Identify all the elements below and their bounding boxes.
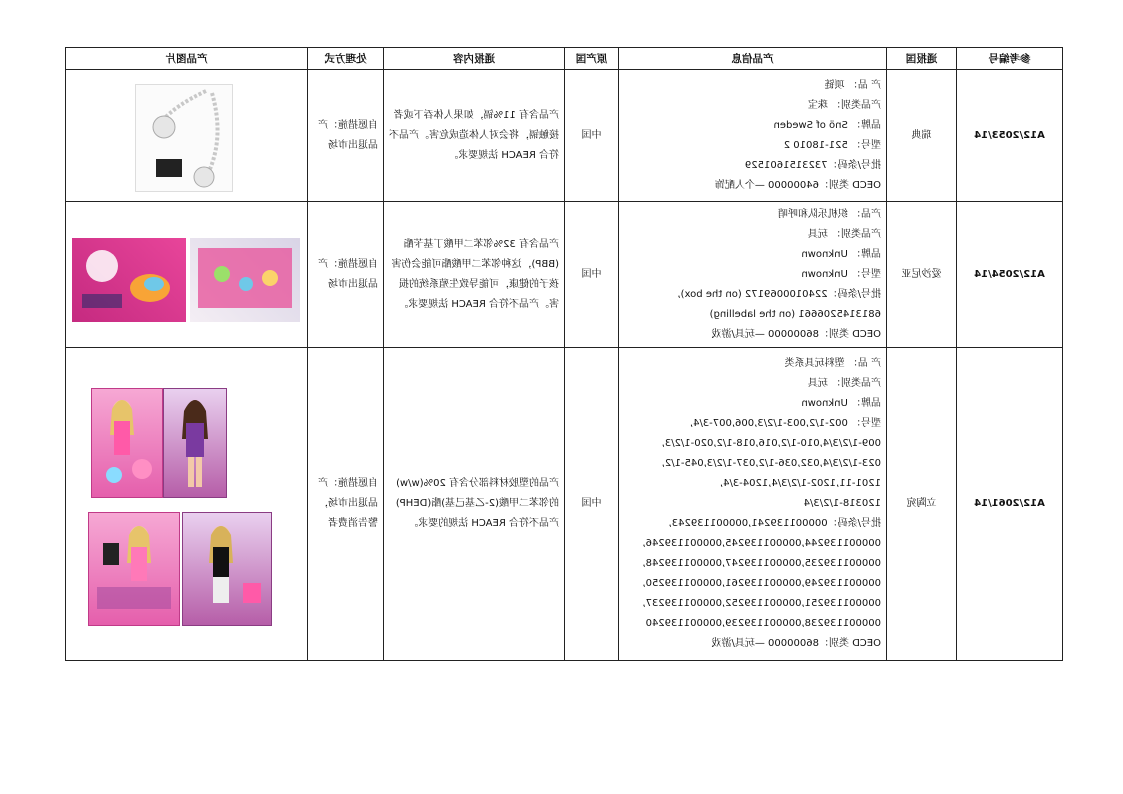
cell-notified-by: 瑞典	[887, 70, 957, 202]
info-line: 产品类别： 玩具	[807, 228, 881, 240]
info-line: 品牌： Snö of Sweden	[773, 119, 881, 131]
doll-box-1	[163, 388, 227, 498]
cell-images	[66, 202, 308, 348]
header-product-info: 产品信息	[619, 48, 887, 70]
info-line: 000001139238,000001139239,000001139240	[645, 618, 881, 629]
info-line: 产品类别： 玩具	[807, 378, 881, 389]
cell-product-info	[619, 202, 887, 348]
info-line: 1201-11,1202-1/2/3/4,1204-3/4,	[719, 478, 881, 489]
table-row	[66, 348, 1063, 661]
cell-origin: 中国	[565, 70, 619, 202]
info-line: OECD 类别：86000000 —玩具/游戏	[711, 638, 881, 649]
necklace-photo	[135, 84, 233, 192]
cell-risk: 产品含有 32%邻苯二甲酸丁基苄酯(BBP)，这种邻苯二甲酸酯可能会伤害孩子的健康，可能导致生殖系统的损害。产品不符合 REACH 法规要求。	[384, 202, 565, 348]
cell-notified-by: 爱沙尼亚	[887, 202, 957, 348]
info-line: OECD 类别：64000000 —个人配饰	[714, 179, 881, 191]
loom-tray-photo	[190, 238, 300, 322]
cell-ref: A12/2061/14	[957, 348, 1063, 661]
table-row	[66, 70, 1063, 202]
cell-product-info	[619, 348, 887, 661]
info-line: 品牌： Unknown	[801, 248, 881, 260]
info-line: 型号： 521-18010 2	[783, 139, 881, 151]
header-measures: 处理方式	[308, 48, 384, 70]
cell-notified-by: 立陶宛	[887, 348, 957, 661]
info-line: 009-1/2/3/4,010-1/2,016,018-1/2,020-1/2/3,	[661, 438, 881, 449]
info-line: 产品： 织机乐队和呼哨	[777, 208, 881, 220]
info-line: 000001139244,000001139245,000001139246,	[642, 538, 881, 549]
header-notified-by: 通报国	[887, 48, 957, 70]
rapex-notification-table	[65, 47, 1063, 661]
info-line: 000001139249,000001139261,000001139250,	[642, 578, 881, 589]
info-line: 型号： Unknown	[801, 268, 881, 280]
cell-images	[66, 348, 308, 661]
info-line: 023-1/2/3/4,032,036-1/2,037-1/2/3,045-1/2,	[661, 458, 881, 469]
header-origin: 原产国	[565, 48, 619, 70]
info-line: 000001139251,000001139252,000001139237,	[642, 598, 881, 609]
info-line: 产 品： 项链	[824, 79, 881, 91]
cell-ref: A12/2054/14	[957, 202, 1063, 348]
header-images: 产品图片	[66, 48, 308, 70]
header-ref: 参考编号	[957, 48, 1063, 70]
info-line: 批号/条码：000001139241,000001139243,	[668, 518, 881, 529]
cell-risk: 产品的塑胶材料部分含有 20%(w/w)的邻苯二甲酸(2-乙基己基)酯(DEHP)产品不符合 REACH 法规的要求。	[384, 348, 565, 661]
cell-origin: 中国	[565, 202, 619, 348]
info-line: 000001139235,000001139247,000001139248,	[642, 558, 881, 569]
loom-box-photo	[72, 238, 186, 322]
cell-measures: 自愿措施：产品退出市场，警告消费者	[308, 348, 384, 661]
cell-origin: 中国	[565, 348, 619, 661]
table-header-row	[66, 48, 1063, 70]
info-line: OECD 类别：86000000 —玩具/游戏	[711, 328, 881, 340]
cell-risk: 产品含有 11%镉，如果人体吞下或者接触镉，将会对人体造成危害。产品不符合 REACH 法规要求。	[384, 70, 565, 202]
info-line: 批号/条码：2240100069172 (on the box),	[677, 288, 881, 300]
doll-box-3	[182, 512, 272, 626]
info-line: 品牌： Unknown	[801, 398, 881, 409]
cell-product-info	[619, 70, 887, 202]
doll-box-2	[91, 388, 163, 498]
info-line: 120318-1/2/3/4	[803, 498, 881, 509]
cell-ref: A12/2053/14	[957, 70, 1063, 202]
info-line: 产品类别： 珠宝	[807, 99, 881, 111]
header-risk: 通报内容	[384, 48, 565, 70]
table-row	[66, 202, 1063, 348]
info-line: 型号： 002-1/2,003-1/2/3,006,007-3/4,	[689, 418, 881, 429]
cell-measures: 自愿措施：产品退出市场	[308, 202, 384, 348]
doll-box-4	[88, 512, 180, 626]
info-line: 产 品： 塑料玩具系类	[784, 358, 881, 369]
cell-images	[66, 70, 308, 202]
cell-measures: 自愿措施：产品退出市场	[308, 70, 384, 202]
info-line: 批号/条码：7323151601529	[744, 159, 881, 171]
info-line: 6813145206661 (on the labelling)	[709, 308, 881, 320]
